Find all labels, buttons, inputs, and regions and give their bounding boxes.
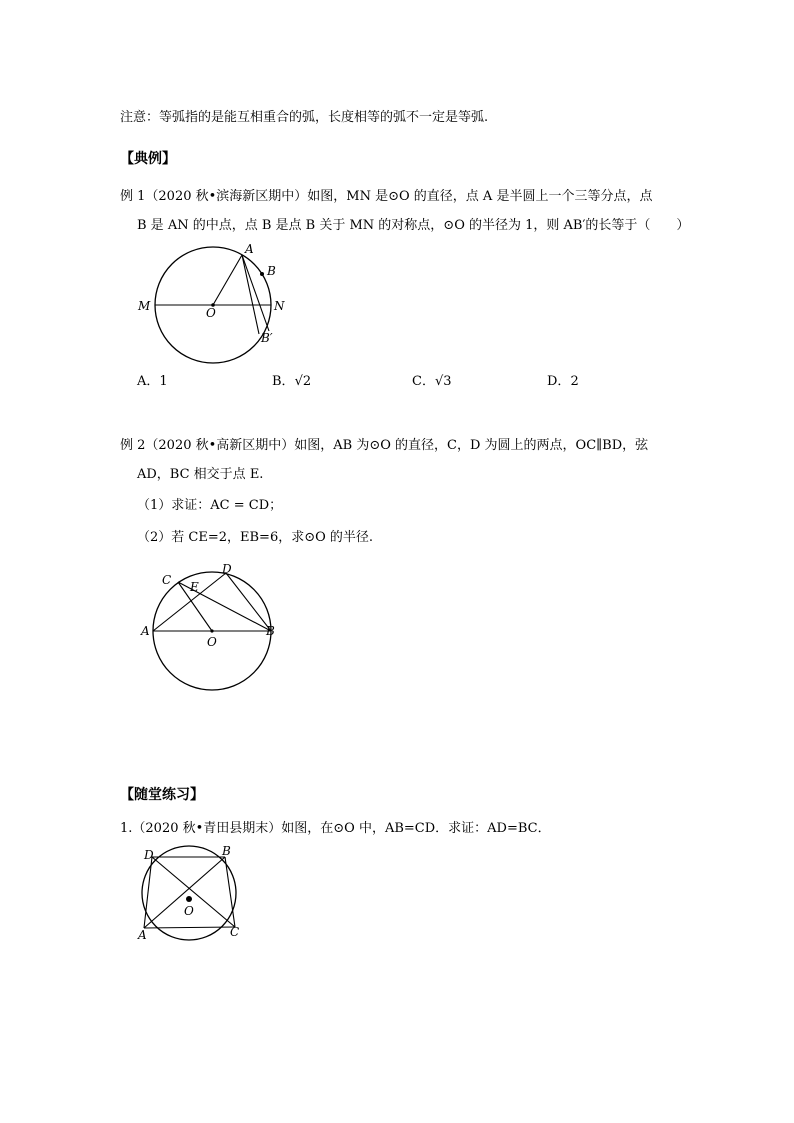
example1-figure: [130, 240, 300, 370]
label-A: A: [141, 624, 150, 638]
practice1-figure: [134, 840, 254, 945]
option-a-value: 1: [159, 374, 168, 389]
label-C: C: [230, 925, 240, 939]
label-E: E: [190, 580, 199, 594]
option-c-letter: C．: [412, 374, 435, 389]
section-heading-example: 【典例】: [120, 151, 176, 167]
label-B: B: [266, 624, 275, 638]
example2-stem-line2: AD，BC 相交于点 E.: [137, 467, 264, 482]
label-O: O: [207, 635, 217, 649]
label-B: B: [222, 844, 231, 858]
example1-stem-line1: 例 1（2020 秋•滨海新区期中）如图，MN 是⊙O 的直径，点 A 是半圆上一个三等分点，点: [120, 189, 653, 204]
label-A: A: [245, 242, 254, 256]
option-b: [272, 373, 311, 391]
example2-stem-line1: 例 2（2020 秋•高新区期中）如图，AB 为⊙O 的直径，C，D 为圆上的两点，OC∥BD，弦: [120, 438, 649, 453]
option-d-letter: D．: [547, 374, 571, 389]
label-B: B: [267, 264, 276, 278]
label-D: D: [144, 848, 154, 862]
option-d-value: 2: [570, 374, 579, 389]
label-A: A: [138, 928, 147, 942]
option-a: [137, 373, 168, 391]
example2-question1: （1）求证：AC = CD；: [137, 498, 283, 513]
label-O: O: [184, 904, 194, 918]
label-N: N: [274, 299, 285, 313]
example1-stem-line2: B 是 AN 的中点，点 B 是点 B 关于 MN 的对称点，⊙O 的半径为 1，则 AB′的长等于（ ）: [137, 218, 690, 233]
practice1-stem: 1.（2020 秋•青田县期末）如图，在⊙O 中，AB=CD．求证：AD=BC．: [120, 821, 551, 836]
option-b-value: √2: [294, 374, 312, 389]
label-B-prime: B′: [261, 331, 273, 345]
note-text: 注意：等弧指的是能互相重合的弧，长度相等的弧不一定是等弧.: [120, 110, 489, 125]
option-a-letter: A．: [137, 374, 160, 389]
label-C: C: [162, 573, 172, 587]
example2-question2: （2）若 CE=2，EB=6，求⊙O 的半径.: [137, 530, 374, 545]
option-c-value: √3: [434, 374, 452, 389]
label-D: D: [222, 562, 232, 576]
label-O: O: [206, 306, 216, 320]
option-c: [412, 373, 452, 391]
label-M: M: [138, 299, 151, 313]
section-heading-practice: 【随堂练习】: [120, 787, 204, 803]
option-d: [547, 373, 579, 391]
example2-figure: [135, 558, 295, 693]
option-b-letter: B．: [272, 374, 295, 389]
